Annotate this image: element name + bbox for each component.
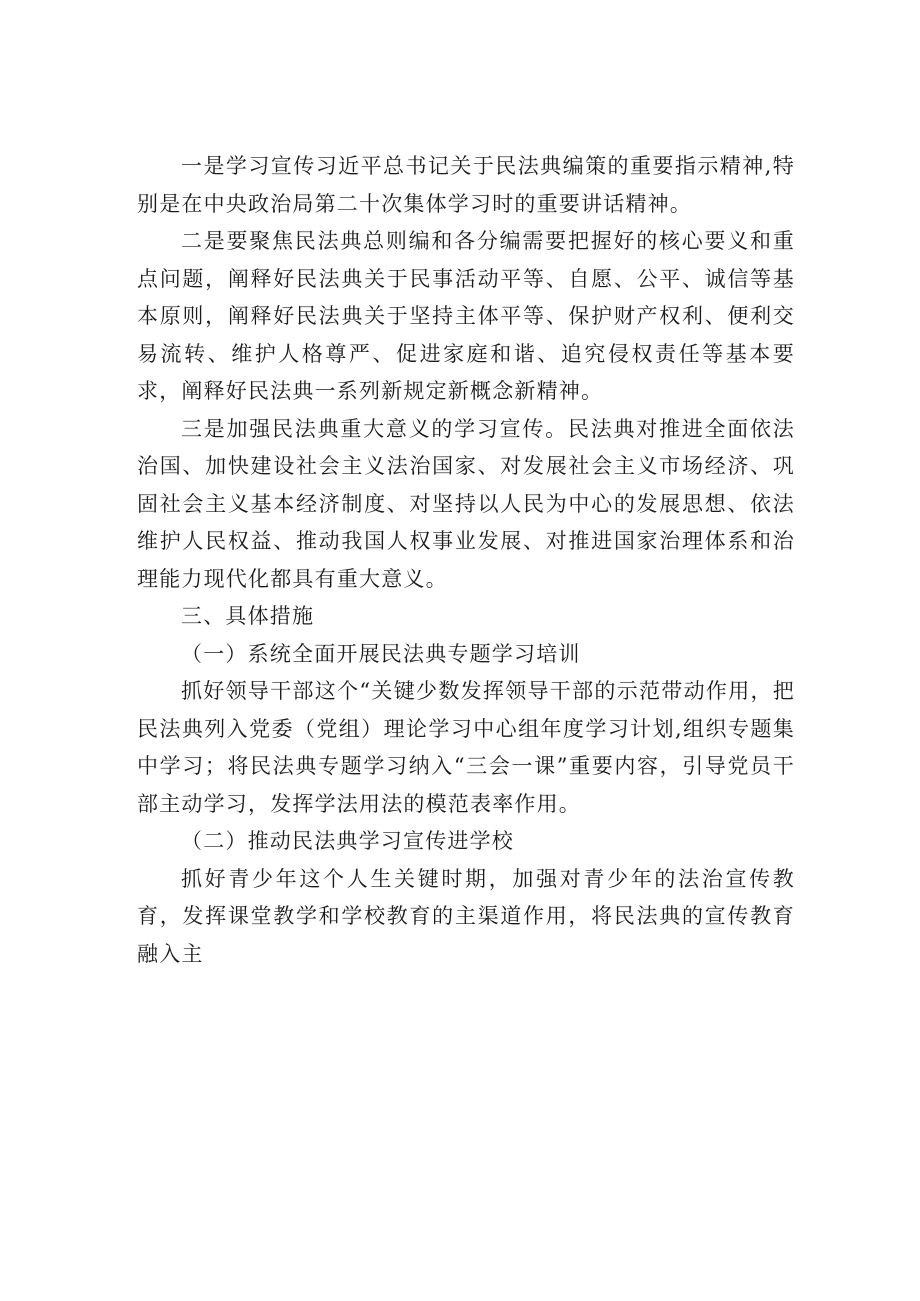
subheading-schools: （二）推动民法典学习宣传进学校: [181, 829, 514, 853]
paragraph-significance: 三是加强民法典重大意义的学习宣传。民法典对推进全面依法治国、加快建设社会主义法治国家、对发展社会主义市场经济、巩固社会主义基本经济制度、对坚持以人民为中心的发展思想、依法维护人民权益、推动我国人权事业发展、对推进国家治理体系和治理能力现代化都具有重大意义。: [137, 416, 795, 591]
paragraph-guiding-spirit: 一是学习宣传习近平总书记关于民法典编策的重要指示精神,特别是在中央政治局第二十次集体学习时的重要讲话精神。: [137, 154, 795, 216]
paragraph-core-principles: 二是要聚焦民法典总则编和各分编需要把握好的核心要义和重点问题，阐释好民法典关于民事活动平等、自愿、公平、诚信等基本原则，阐释好民法典关于坚持主体平等、保护财产权利、便利交易流转、维护人格尊严、促进家庭和谐、追究侵权责任等基本要求，阐释好民法典一系列新规定新概念新精神。: [137, 229, 795, 403]
section-heading-measures: 三、具体措施: [181, 604, 315, 628]
document-body: [137, 148, 795, 973]
paragraph-leading-cadres: 抓好领导干部这个“关键少数发挥领导干部的示范带动作用，把民法典列入党委（党组）理论学习中心组年度学习计划,组织专题集中学习；将民法典专题学习纳入“三会一课”重要内容，引导党员干部主动学习，发挥学法用法的模范表率作用。: [137, 679, 795, 816]
paragraph-youth-education: 抓好青少年这个人生关键时期，加强对青少年的法治宣传教育，发挥课堂教学和学校教育的主渠道作用，将民法典的宣传教育融入主: [137, 866, 795, 966]
subheading-training: （一）系统全面开展民法典专题学习培训: [181, 641, 581, 666]
